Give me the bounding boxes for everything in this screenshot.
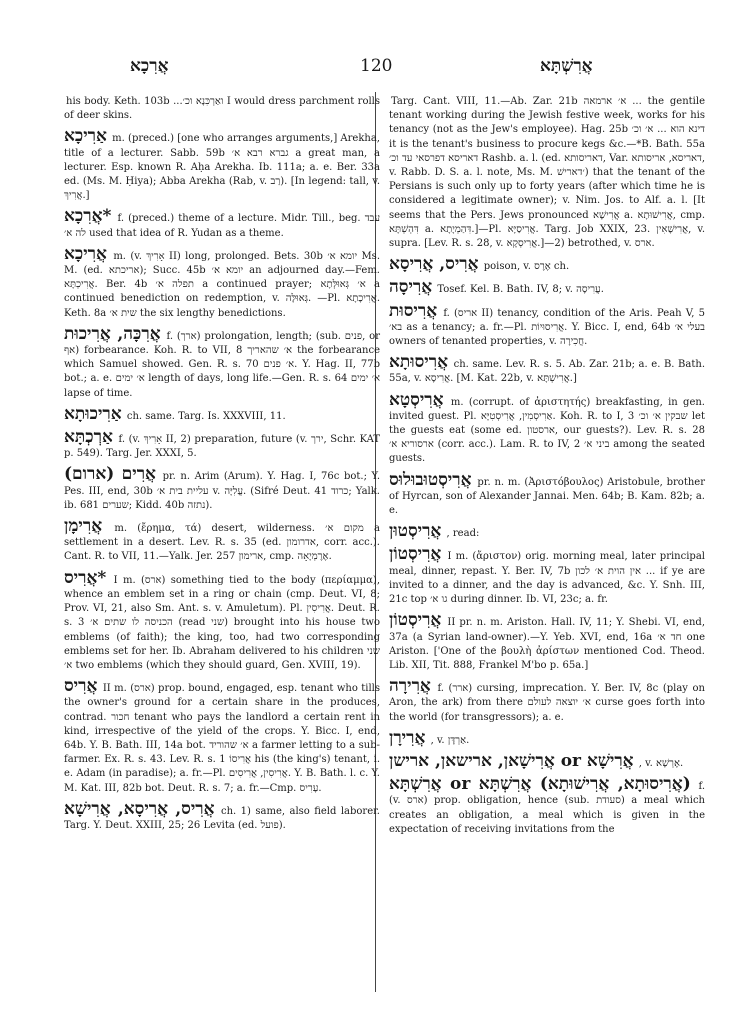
entry-definition: f. (preced.) theme of a lecture. Midr. Till., beg. עבד לה א׳ used that idea of R. Yudan as a theme.: [64, 213, 380, 239]
entry-headword: אֲרִיסְטוּן: [389, 521, 442, 542]
entry-definition: , read:: [446, 528, 480, 540]
entry-headword: אֲרִימָן: [64, 516, 103, 537]
dictionary-entry: [64, 206, 380, 240]
entry-definition: f. (v. ארס) prop. obligation, hence (sub. סעודת) a meal which creates an obligation, a meal which is given in the expectation of receiving invitations from the: [389, 781, 705, 835]
entry-definition: ch. 1) same, also field laborer. Targ. Y. Deut. XXIII, 25; 26 Levita (ed. פועל).: [64, 805, 380, 831]
dictionary-entry: [389, 277, 705, 298]
dictionary-entry: [64, 464, 381, 513]
left-running-headword: אֲרִכָא: [130, 56, 169, 76]
dictionary-entry: [389, 676, 705, 725]
entry-headword: אֲרִיס: [64, 676, 98, 697]
dictionary-entry: [389, 92, 705, 251]
entry-definition: II pr. n. m. Ariston. Hall. IV, 11; Y. Shebi. VI, end, 37a (a Syrian land-owner).—Y. Yeb. XVI, end, 16a חד א׳ one Ariston. ['One of the βουλὴ ἀρίστων mentioned Cod. Theod. Lib. XII, Tit. 888, Frankel M'bo p. 65a.]: [389, 617, 706, 671]
entry-definition: m. (v. אָרִיךְ II) long, prolonged. Bets. 30b יומא א׳ Ms. M. (ed. אריכתא); Succ. 45b יומא א׳ an adjourned day.—Fem. אֲרִיכְתָּא. Ber. 4b תפלה א׳ a continued prayer; א׳ גְּאוּלְּתָא a continued benediction on redemption, v. גְּאוּלָּה. —Pl. אֲרִיכָתָא. Keth. 8a שית א׳ the six lengthy benedictions.: [64, 250, 381, 319]
entry-headword: אֲרִיסְטוּבוּלוּס: [389, 469, 472, 490]
entry-headword: אֲרִיסָה: [389, 277, 433, 298]
entry-definition: , v. אֶרְשָׁא.: [638, 757, 684, 769]
entry-definition: f. (v. אָרִיךְ II, 2) preparation, future (v. ירך, Schr. KAT p. 549). Targ. Jer. XXXI, 5.: [64, 434, 380, 460]
entry-definition: I m. (ארס) something tied to the body (περίαμμα), whence an emblem set in a ring or chain (cmp. Deut. VI, 8; Prov. VI, 21, also Sm. Ant. s. v. Amuletum). Pl. אֲרִיסִין. Deut. R. s. 3 הכניסה לו שתים א׳ (read שני) brought into his house two emblems (of faith); the king, too, had two corresponding emblems set for her. Ib. Abraham delivered to his children שני א׳ two emblems (which they should guard, Gen. XVIII, 19).: [64, 574, 381, 671]
entry-headword: אֲרִירָן: [389, 727, 426, 748]
entry-definition: his body. Keth. 103b ...ואַרְכִּנָא וכ׳ I would dress parchment rolls of deer skins.: [64, 96, 380, 122]
left-column: [64, 92, 380, 839]
entry-definition: I m. (ἄριστον) orig. morning meal, later principal meal, dinner, repast. Y. Ber. IV, 7b אין הוית א׳ לכון ... if ye are invited to a dinner, and the day is advanced, &c. Y. Snh. III, 21c top גו א׳ during dinner. Ib. VI, 23c; a. fr.: [389, 551, 705, 606]
dictionary-entry: [64, 403, 380, 424]
dictionary-entry: [389, 727, 705, 748]
entry-definition: ch. same. Lev. R. s. 5. Ab. Zar. 21b; a. e. B. Bath. 55a, v. אֲרִיסָא. [M. Kat. 22b, v. אֲרִישְׁתָּא.]: [389, 359, 706, 385]
entry-definition: pr. n. m. (Ἀριστόβουλος) Aristobule, brother of Hyrcan, son of Alexander Jannai. Men. 64b; B. Kam. 82b; a. e.: [389, 476, 705, 517]
page-header: [0, 56, 750, 80]
entry-headword: אֲרִיסְטוֹן: [389, 544, 442, 565]
dictionary-entry: [64, 567, 381, 673]
dictionary-entry: [389, 352, 706, 386]
entry-definition: m. (corrupt. of ἀριστητής) breakfasting, in gen. invited guest. Pl. אַרִיסְמִין, אֲרִיסְטִיָּא. Koh. R. to I, 3 שבקין א׳ וכ׳ let the guests eat (some ed. ארסטון, our guests?). Lev. R. s. 28 ארסוריא א׳ (corr. acc.). Lam. R. to IV, 2 ביני א׳ among the seated guests.: [389, 396, 706, 465]
dictionary-entry: [389, 300, 705, 350]
entry-definition: m. (ἔρημα, τά) desert, wilderness. מקום א׳ a settlement in a desert. Lev. R. s. 35 (ed. אדרומון, corr. acc.). Cant. R. to VII, 11.—Yalk. Jer. 257 ארימון, cmp. אֶרֶמְיָאָה.: [64, 523, 380, 563]
entry-headword: אַרִיכָא: [64, 126, 107, 147]
dictionary-entry: [64, 676, 380, 796]
dictionary-entry: [389, 521, 705, 542]
entry-definition: Tosef. Kel. B. Bath. IV, 8; v. עֲרִיסָה.: [437, 284, 604, 296]
entry-headword: אֲרִיסוּת: [389, 300, 438, 321]
right-running-headword: אֲרִשְׁתָּא: [540, 56, 593, 76]
entry-headword: אֲרִיסְטָא: [389, 389, 444, 410]
dictionary-entry: [389, 544, 705, 607]
entry-headword: אֲרִכָּה, אֲרִיכוּת: [64, 323, 161, 344]
entry-definition: poison, v. אֶרֶס ch.: [483, 261, 570, 273]
dictionary-entry: [389, 254, 705, 275]
dictionary-entry: [389, 469, 705, 519]
entry-headword: אֲרִיסוּתָא: [389, 352, 449, 373]
entry-definition: II m. (ארס) prop. bound, engaged, esp. tenant who tills the owner's ground for a certain share in the produces, contrad. חכור tenant who pays the landlord a certain rent in kind, irrespective of the yield of the crops. Y. Bicc. I, end, 64b. Y. B. Bath. III, 14a bot. א׳ שהוריד a farmer letting to a sub-farmer. Ex. R. s. 43. Lev. R. s. 1 אֲרִיסוֹ his (the king's) tenant, i. e. Adam (in paradise); a. fr.—Pl. אֲרִיסִין, אֲרִיסִים. Y. B. Bath. l. c. Y. M. Kat. III, 82b bot. Deut. R. s. 7; a. fr.—Cmp. עָרִיס.: [64, 683, 380, 794]
entry-headword: אַרִיכוּתָא: [64, 403, 122, 424]
dictionary-entry: [64, 516, 380, 565]
dictionary-entry: [389, 750, 705, 771]
entry-headword: (אֲרִיסוּתָא, אֲרִישׁוּתָא) אֲרִשְׁתָּא or אֲרִשְׁתָּא: [389, 774, 691, 795]
entry-headword: אֲרִיכָא: [64, 243, 107, 264]
page-number: 120: [360, 56, 393, 76]
entry-headword: אֲרִיס, אֲרִיסָא, אֲרִישָׁא: [64, 798, 215, 819]
entry-definition: f. (ארר) cursing, imprecation. Y. Ber. IV, 8c (play on Aron, the ark) from there א׳ יוצאה לעולם curse goes forth into the world (for transgressors); a. e.: [389, 683, 705, 723]
dictionary-entry: [64, 243, 381, 321]
entry-definition: , v. אַרְדָּן.: [430, 734, 470, 746]
entry-definition: m. (preced.) [one who arranges arguments,] Arekha, title of a lecturer. Sabb. 59b גברא רבא א׳ a great man, a lecturer. Esp. known R. Aḥa Arekha. Ib. 111a; a. e. Ber. 33a ed. (Ms. M. Ḥiya); Abba Arekha (Rab, v. רַב). [In legend: tall, v. אֲרִיךְ.]: [64, 133, 381, 202]
entry-definition: Targ. Cant. VIII, 11.—Ab. Zar. 21b א׳ ארמאה ... the gentile tenant working during the Jewish festive week, works for his tenancy (not as the Jew's employee). Hag. 25b דינא הוא ... א׳ וכ׳ it is the tenant's business to procure kegs &c.—*B. Bath. 55a דאריסא דפרסאי עד וכ׳ Rashb. a. l. (ed. דאריסותא, Var. דאריסא, אריסותא, v. Rabb. D. S. a. l. note, Ms. M. ׳דארישׁ) that the tenant of the Persians is such only up to forty years (after which time he is considered a legitimate owner); v. Nim. Jos. to Alf. a. l. [It seems that the Pers. Jews pronounced אֲרִישָׁא a. אֲרִישׁוּתָא, cmp. דִּהְשְׁתָּא a. דִּהַמְיָתָא.]—Pl. אֲרִיסַיָּא. Targ. Job XXIX, 23. אֲרִישָׁאִין, v. supra. [Lev. R. s. 28, v. אֲרִיסְקָא.]—2) betrothed, v. ארס.: [389, 96, 706, 250]
dictionary-entry: [389, 610, 706, 673]
dictionary-entry: [64, 427, 380, 461]
dictionary-entry: [64, 92, 380, 123]
entry-headword: אֲרִיס, אֲרִיסָא: [389, 254, 479, 275]
right-column: [389, 92, 705, 843]
dictionary-entry: [64, 798, 380, 833]
dictionary-entry: [64, 323, 381, 401]
entry-definition: pr. n. Arim (Arum). Y. Hag. I, 76c bot.; Y. Pes. III, end, 30b עליית בית א׳ v. עֲלִיָּה. (Sifré Deut. 41 כרוד; Yalk. ib. 681 שערים; Kidd. 40b נתזה).: [64, 471, 381, 511]
entry-headword: אֲרִיסְטוֹן: [389, 610, 442, 631]
entry-headword: אֲרִים (ארום): [64, 464, 156, 485]
dictionary-entry: [389, 389, 706, 467]
dictionary-entry: [389, 774, 705, 837]
entry-headword: *אֲרִיס: [64, 567, 107, 588]
entry-definition: ch. same. Targ. Is. XXXVIII, 11.: [126, 410, 286, 422]
entry-headword: אֲרִירָה: [389, 676, 431, 697]
entry-headword: אַרְכְתָּא: [64, 427, 113, 448]
dictionary-entry: [64, 126, 381, 203]
entry-headword: אֲרִישָׁא or אֲרִישָׁאן, ארישאן, ארישן: [389, 750, 634, 771]
entry-headword: *אֲרִכָא: [64, 206, 112, 227]
entry-definition: f. (ארך) prolongation, length; (sub. פנים, or אף) forbearance. Koh. R. to VII, 8 א׳ שהאריך the forbearance which Samuel showed. Gen. R. s. 70 א׳ פנים. Y. Hag. II, 77b bot.; a. e. א׳ ימים length of days, long life.—Gen. R. s. 64 א׳ ימים lapse of time.: [64, 330, 381, 399]
entry-definition: f. (אריס II) tenancy, condition of the Aris. Peah V, 5 בא׳ as a tenancy; a. fr.—Pl. אֲרִיסוּיוֹת. Y. Bicc. I, end, 64b בעלי א׳ owners of tenanted properties, v. חֲכִירָה.: [389, 307, 705, 348]
